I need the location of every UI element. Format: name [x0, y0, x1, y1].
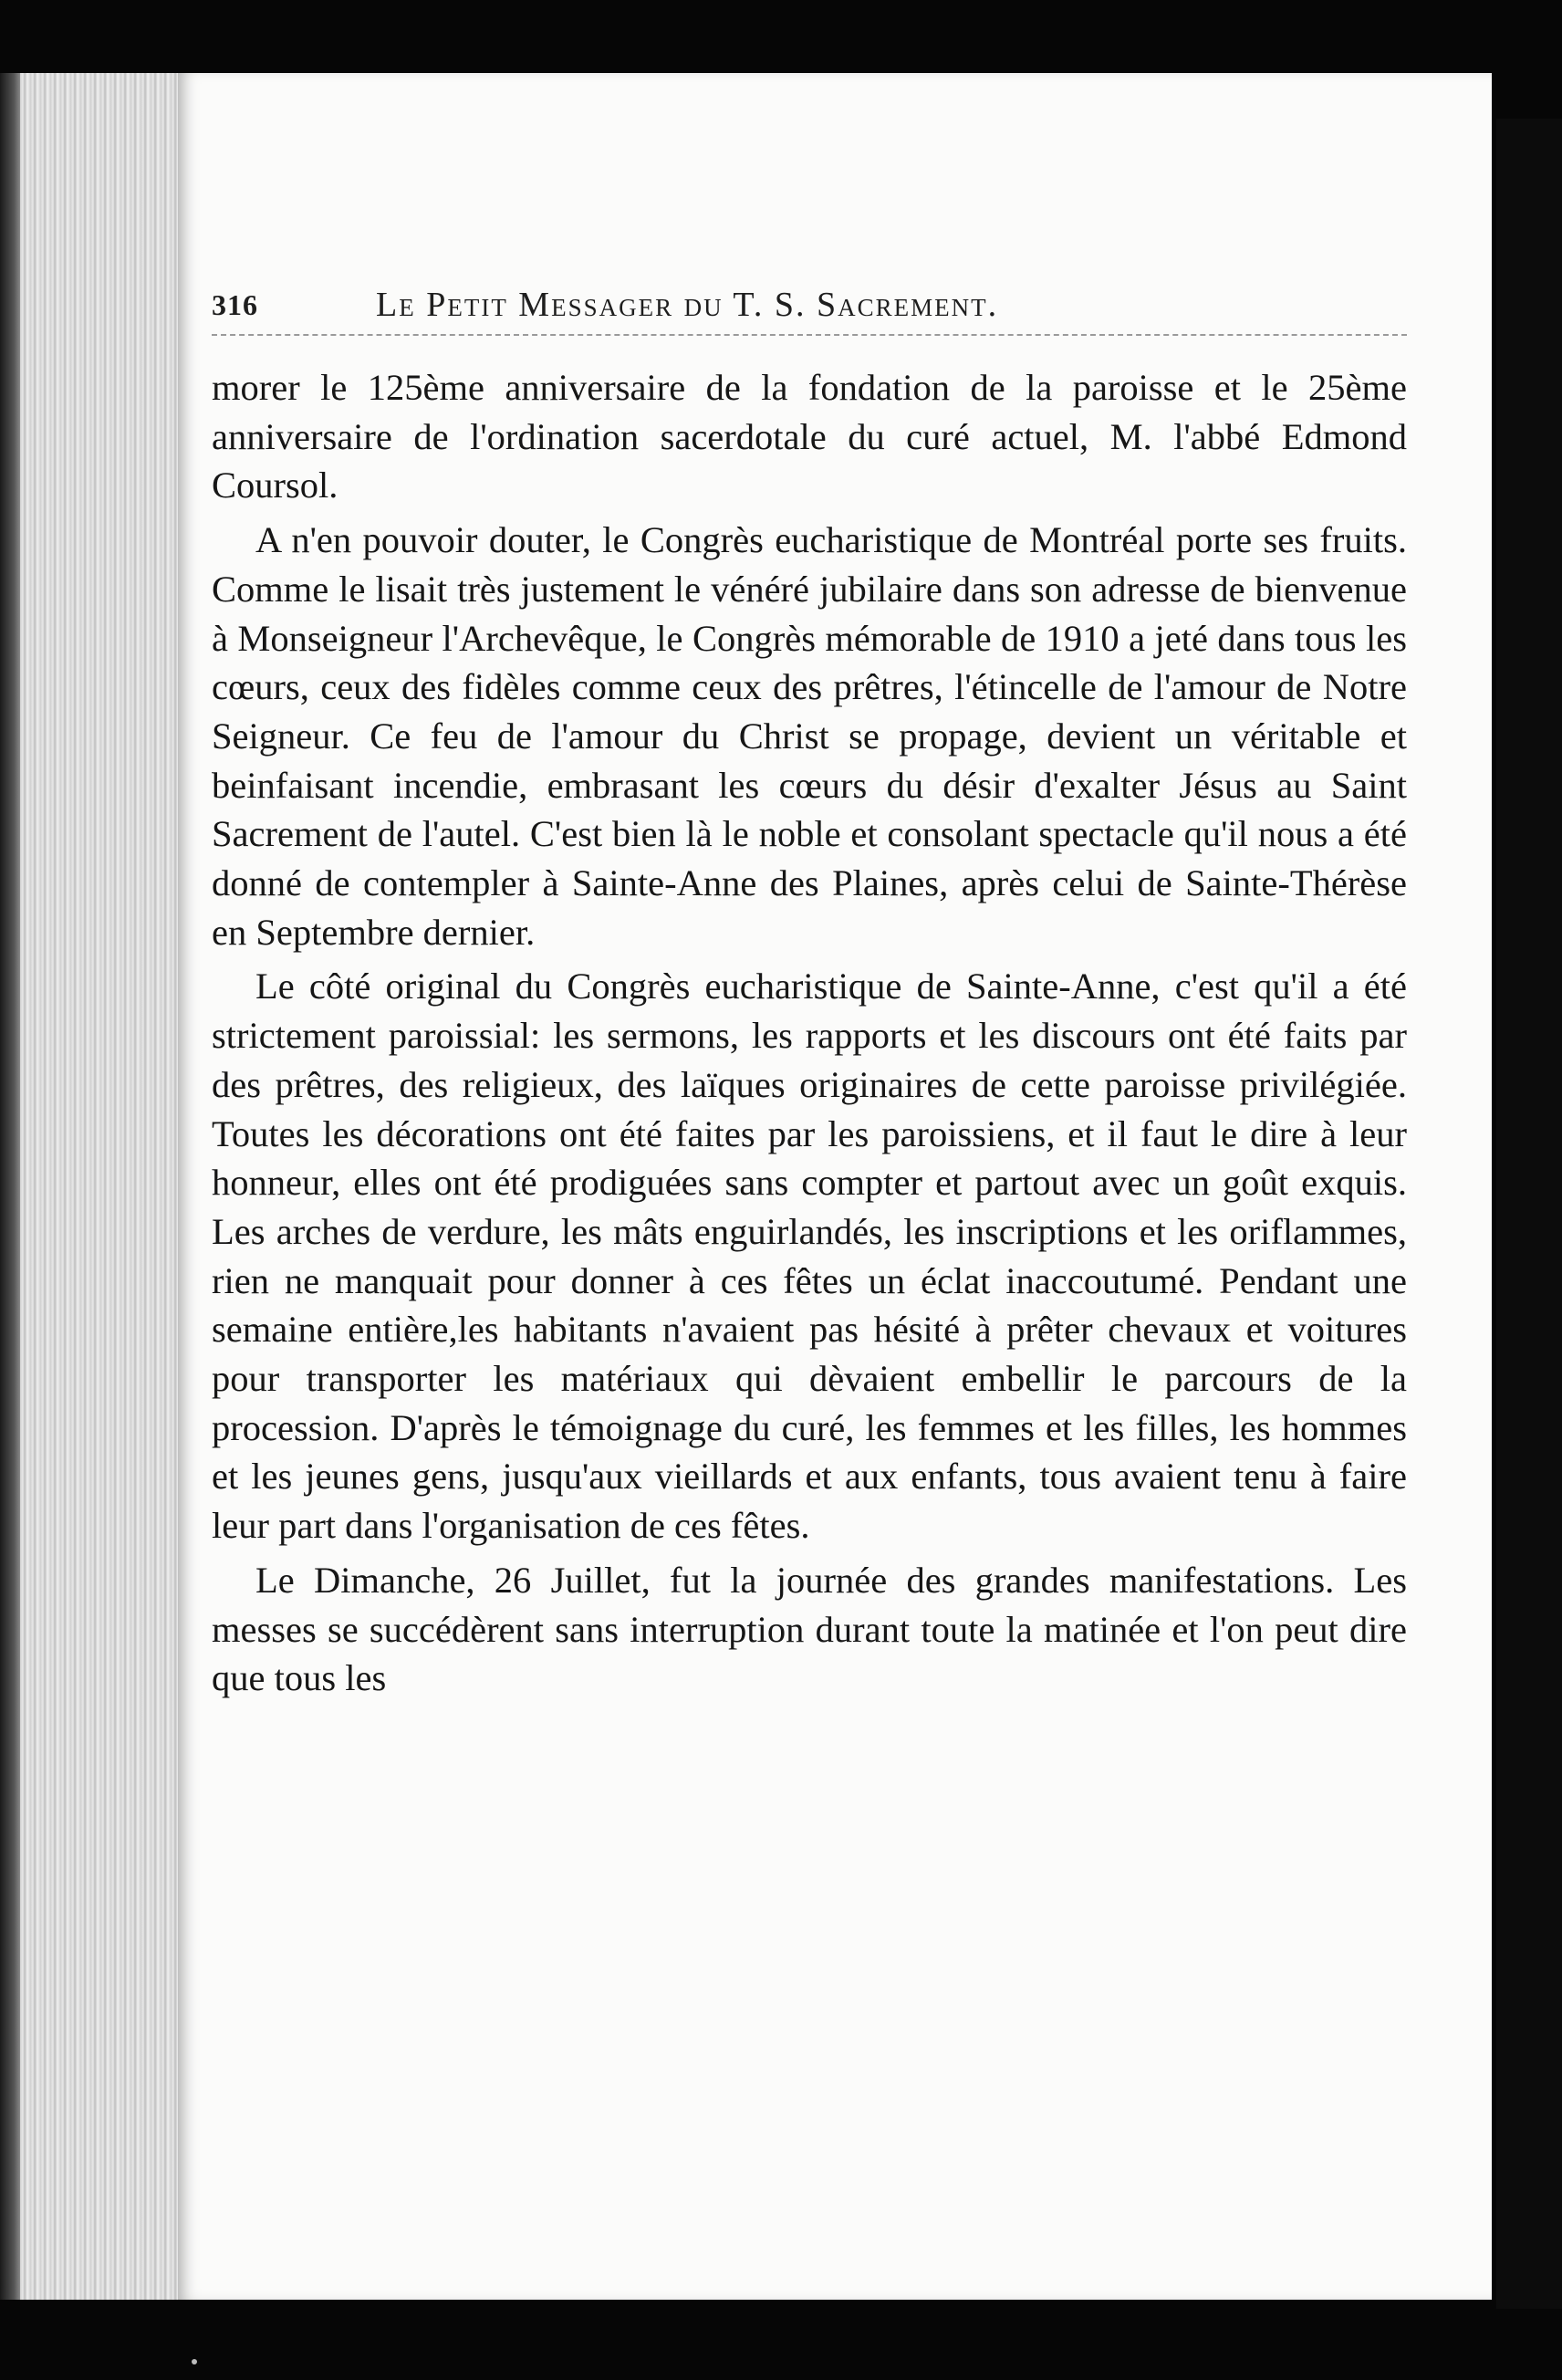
scan-speck [192, 2359, 197, 2364]
page-stack-edges [0, 73, 187, 2300]
page-number: 316 [212, 288, 258, 321]
body-text [212, 363, 1407, 1703]
binding-shadow [0, 73, 20, 2300]
opposite-page-edge [1496, 119, 1562, 2309]
paragraph: A n'en pouvoir douter, le Congrès eucharistique de Montréal porte ses fruits. Comme le lisait très justement le vénéré jubilaire dans son adresse de bienvenue à Monseigneur l'Archevêque, le Congrès mémorable de 1910 a jeté dans tous les cœurs, ceux des fidèles comme ceux des prêtres, l'étincelle de l'amour de Notre Seigneur. Ce feu de l'amour du Christ se propage, devient un véritable et beinfaisant incendie, embrasant les cœurs du désir d'exalter Jésus au Saint Sacrement de l'autel. C'est bien là le noble et consolant spectacle qu'il nous a été donné de contempler à Sainte-Anne des Plaines, après celui de Sainte-Thérèse en Septembre dernier. [212, 519, 1407, 953]
paragraph: Le Dimanche, 26 Juillet, fut la journée des grandes manifestations. Les messes se succédèrent sans interruption durant toute la matinée et l'on peut dire que tous les [212, 1559, 1407, 1699]
running-head [212, 283, 1407, 336]
paragraph: Le côté original du Congrès eucharistique de Sainte-Anne, c'est qu'il a été strictement paroissial: les sermons, les rapports et les discours ont été faits par des prêtres, des religieux, des laïques originaires de cette paroisse privilégiée. Toutes les décorations ont été faites par les paroissiens, et il faut le dire à leur honneur, elles ont été prodiguées sans compter et partout avec un goût exquis. Les arches de verdure, les mâts enguirlandés, les inscriptions et les oriflammes, rien ne manquait pour donner à ces fêtes un éclat inaccoutumé. Pendant une semaine entière,les habitants n'avaient pas hésité à prêter chevaux et voitures pour transporter les matériaux qui dèvaient embellir le parcours de la procession. D'après le témoignage du curé, les femmes et les filles, les hommes et les jeunes gens, jusqu'aux vieillards et aux enfants, tous avaient tenu à faire leur part dans l'organisation de ces fêtes. [212, 966, 1407, 1547]
running-title: Le Petit Messager du T. S. Sacrement. [376, 286, 999, 324]
paragraph-continued: morer le 125ème anniversaire de la fondation de la paroisse et le 25ème anniversaire de l'ordination sacerdotale du curé actuel, M. l'abbé Edmond Coursol. [212, 367, 1407, 506]
